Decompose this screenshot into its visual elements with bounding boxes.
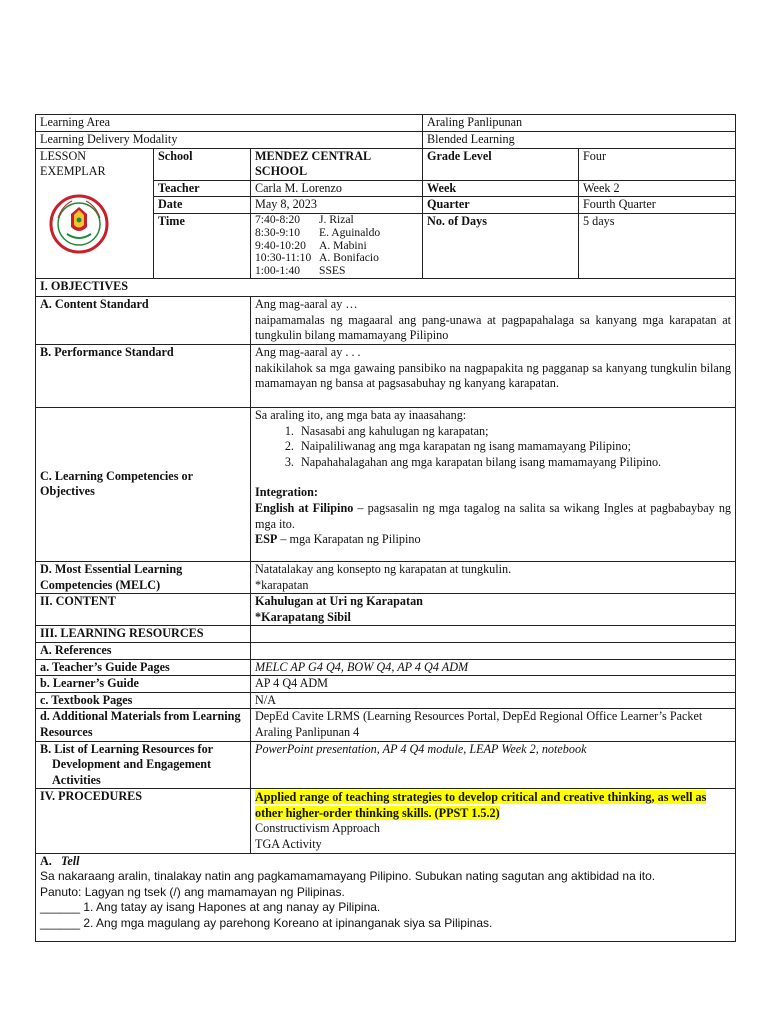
school-value: MENDEZ CENTRAL SCHOOL [251, 148, 423, 180]
melc-cell [251, 561, 736, 593]
content-standard-intro: Ang mag-aaral ay … [255, 296, 358, 311]
quarter-label: Quarter [423, 197, 579, 214]
teachers-guide-label: a. Teacher’s Guide Pages [36, 659, 251, 676]
schedule-section: SSES [319, 264, 346, 278]
additional-materials-label: d. Additional Materials from Learning Resources [36, 709, 251, 741]
schedule-time: 7:40-8:20 [255, 212, 301, 226]
competency-item: 3. Napahahalagahan ang mga karapatan bilang isang mamamayang Pilipino. [297, 455, 731, 471]
content-line-2: *Karapatang Sibil [255, 609, 351, 624]
school-logo [48, 194, 110, 254]
resource-list-label [36, 741, 251, 789]
competencies-cell [251, 407, 736, 561]
performance-standard-text: nakikilahok sa mga gawaing pansibiko na nagpapakita ng pagganap sa kanyang tungkulin bilang mamamayan ng bansa at pagsasabuhay ng kanyang karapatan. [255, 360, 732, 391]
days-label: No. of Days [423, 213, 579, 278]
performance-standard-label: B. Performance Standard [36, 344, 251, 407]
integration-esp [255, 532, 731, 548]
lesson-exemplar-label: LESSON EXEMPLAR [40, 148, 106, 179]
tell-letter: A. [40, 853, 52, 868]
competency-item: 1. Nasasabi ang kahulugan ng karapatan; [297, 424, 731, 440]
competency-item: 2. Naipaliliwanag ang mga karapatan ng isang mamamayang Pilipino; [297, 439, 731, 455]
performance-standard-intro: Ang mag-aaral ay . . . [255, 344, 361, 359]
melc-sub: *karapatan [255, 577, 309, 592]
schedule-section: J. Rizal [319, 212, 354, 226]
teachers-guide-value: MELC AP G4 Q4, BOW Q4, AP 4 Q4 ADM [251, 659, 736, 676]
schedule-time: 9:40-10:20 [255, 238, 306, 252]
learning-area-value: Araling Panlipunan [423, 115, 736, 132]
days-value: 5 days [579, 213, 736, 278]
integration-english-text: – pagsasalin ng mga tagalog na salita sa wikang Ingles at pagbabaybay ng mga ito. [255, 500, 732, 531]
date-label: Date [154, 197, 251, 214]
activity-text: TGA Activity [255, 837, 322, 852]
learners-guide-value: AP 4 Q4 ADM [251, 676, 736, 693]
teacher-label: Teacher [154, 180, 251, 197]
procedures-title: IV. PROCEDURES [36, 789, 251, 853]
resource-list-label-text: B. List of Learning Resources for Development and Engagement Activities [40, 741, 213, 787]
lesson-table [35, 114, 736, 942]
grade-value: Four [579, 148, 736, 180]
tell-item-1: ______ 1. Ang tatay ay isang Hapones at ang nanay ay Pilipina. [40, 900, 381, 915]
melc-text: Natatalakay ang konsepto ng karapatan at tungkulin. [255, 561, 512, 576]
modality-value: Blended Learning [423, 132, 736, 149]
week-label: Week [423, 180, 579, 197]
teacher-value: Carla M. Lorenzo [251, 180, 423, 197]
quarter-value: Fourth Quarter [579, 197, 736, 214]
schedule-cell [251, 213, 423, 278]
objectives-title: I. OBJECTIVES [36, 278, 736, 296]
integration-esp-text: – mga Karapatan ng Pilipino [277, 532, 421, 547]
textbook-value: N/A [251, 692, 736, 709]
integration-label: Integration: [255, 485, 318, 500]
resources-title: III. LEARNING RESOURCES [36, 626, 251, 643]
time-label: Time [154, 213, 251, 278]
learning-area-label: Learning Area [36, 115, 423, 132]
content-cell [251, 594, 736, 626]
content-title: II. CONTENT [36, 594, 251, 626]
week-value: Week 2 [579, 180, 736, 197]
resources-title-empty [251, 626, 736, 643]
references-empty [251, 642, 736, 659]
ppst-highlight: Applied range of teaching strategies to develop critical and creative thinking, as well as other higher-order thinking skills. (PPST 1.5.2) [255, 790, 707, 820]
schedule-time: 1:00-1:40 [255, 264, 301, 278]
tell-heading [40, 854, 731, 870]
schedule-section: E. Aguinaldo [319, 225, 381, 239]
approach-text: Constructivism Approach [255, 821, 380, 836]
tell-label: Tell [61, 853, 80, 868]
references-label: A. References [36, 642, 251, 659]
competencies-label: C. Learning Competencies or Objectives [40, 468, 193, 499]
melc-label: D. Most Essential Learning Competencies (MELC) [36, 561, 251, 593]
schedule-section: A. Mabini [319, 238, 367, 252]
schedule-section: A. Bonifacio [319, 251, 379, 265]
competencies-label-cell [36, 407, 251, 561]
lesson-exemplar-cell [36, 148, 154, 278]
date-value: May 8, 2023 [251, 197, 423, 214]
competencies-list [255, 424, 731, 471]
tell-item-2: ______ 2. Ang mga magulang ay parehong Koreano at ipinanganak siya sa Pilipinas. [40, 916, 493, 931]
procedures-cell [251, 789, 736, 853]
integration-esp-label: ESP [255, 532, 278, 547]
additional-materials-value: DepEd Cavite LRMS (Learning Resources Portal, DepEd Regional Office Learner’s Packet Araling Panlipunan 4 [251, 709, 736, 741]
competencies-intro: Sa araling ito, ang mga bata ay inaasahang: [255, 407, 467, 422]
integration-english-label: English at Filipino [255, 500, 354, 515]
tell-line-1: Sa nakaraang aralin, tinalakay natin ang pagkamamamayang Pilipino. Subukan nating sagutan ang aktibidad na ito. [40, 869, 656, 884]
resource-list-value: PowerPoint presentation, AP 4 Q4 module, LEAP Week 2, notebook [251, 741, 736, 789]
modality-label: Learning Delivery Modality [36, 132, 423, 149]
content-standard-label: A. Content Standard [36, 296, 251, 344]
content-standard-cell [251, 296, 736, 344]
tell-line-2: Panuto: Lagyan ng tsek (/) ang mamamayan ng Pilipinas. [40, 884, 345, 899]
grade-label: Grade Level [423, 148, 579, 180]
integration-english [255, 501, 731, 532]
schedule-time: 10:30-11:10 [255, 251, 312, 265]
schedule-time: 8:30-9:10 [255, 225, 301, 239]
content-line-1: Kahulugan at Uri ng Karapatan [255, 594, 423, 609]
lesson-exemplar-document [35, 114, 735, 942]
school-label: School [154, 148, 251, 180]
textbook-label: c. Textbook Pages [36, 692, 251, 709]
performance-standard-cell [251, 344, 736, 407]
tell-section [36, 853, 736, 941]
learners-guide-label: b. Learner’s Guide [36, 676, 251, 693]
content-standard-text: naipamamalas ng magaaral ang pang-unawa at pagpapahalaga sa kanyang mga karapatan at tungkulin bilang mamamayang Pilipino [255, 312, 732, 343]
